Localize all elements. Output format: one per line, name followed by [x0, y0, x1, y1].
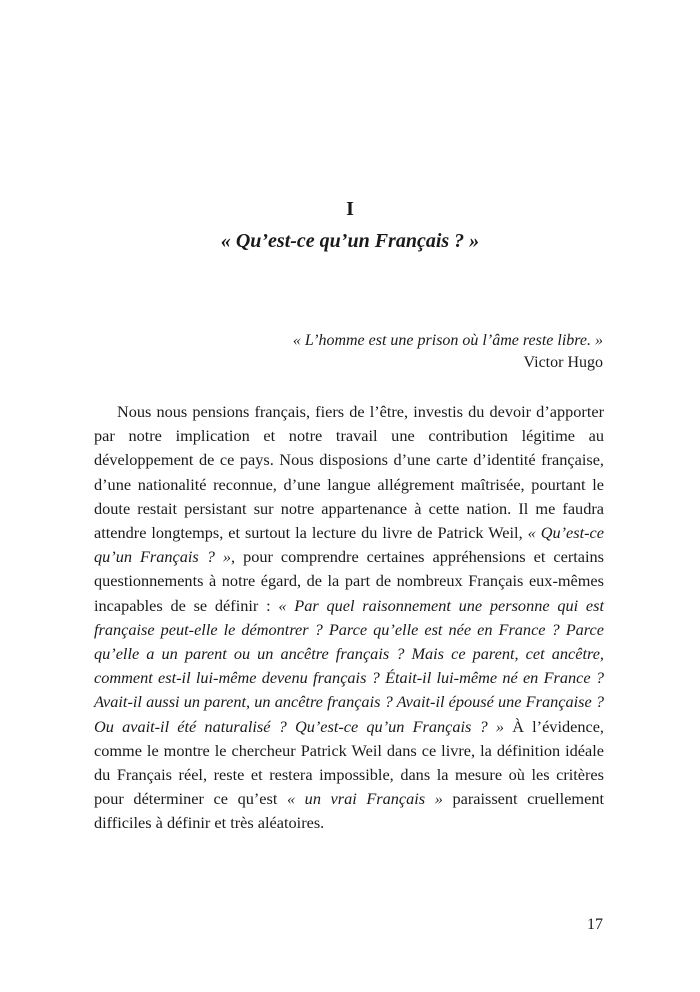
paragraph-ending: paraissent cruellement difficiles à définir et très aléatoires.	[94, 789, 604, 833]
epigraph-author: Victor Hugo	[523, 354, 603, 371]
paragraph-middle: , pour comprendre certaines appréhensions et certains questionnements à notre égard, de la part de nombreux Français eux-mêmes incapables de se définir :	[94, 547, 605, 615]
epigraph-quote: « L’homme est une prison où l’âme reste libre. »	[292, 332, 603, 349]
body-paragraph	[94, 400, 604, 836]
book-title: « Qu’est-ce qu’un Français ? »	[94, 523, 604, 567]
epigraph	[183, 330, 603, 374]
chapter-number: I	[346, 198, 354, 220]
paragraph-after-quote: À l’évidence, comme le montre le chercheur Patrick Weil dans ce livre, la définition idéale du Français réel, reste et restera impossible, dans la mesure où les critères pour déterminer ce qu’est	[94, 716, 604, 809]
weil-quotation: « Par quel raisonnement une personne qui est française peut-elle le démontrer ? Parce qu’elle est née en France ? Parce qu’elle a un parent ou un ancêtre français ? Mais ce parent, cet ancêtre, comment est-il lui-même devenu français ? Était-il lui-même né en France ? Avait-il aussi un parent, un ancêtre français ? Avait-il épousé une Française ? Ou avait-il été naturalisé ? Qu’est-ce qu’un Français ? »	[94, 595, 604, 736]
vrai-francais-phrase: « un vrai Français »	[286, 789, 443, 809]
chapter-title: « Qu’est-ce qu’un Français ? »	[220, 230, 480, 252]
page-number: 17	[587, 916, 603, 933]
paragraph-intro: Nous nous pensions français, fiers de l’être, investis du devoir d’apporter par notre implication et notre travail une contribution légitime au développement de ce pays. Nous disposions d’une carte d’identité française, d’une nationalité reconnue, d’une langue allégrement maîtrisée, pourtant le doute restait persistant sur notre appartenance à cette nation. Il me faudra attendre longtemps, et surtout la lecture du livre de Patrick Weil,	[94, 402, 604, 543]
